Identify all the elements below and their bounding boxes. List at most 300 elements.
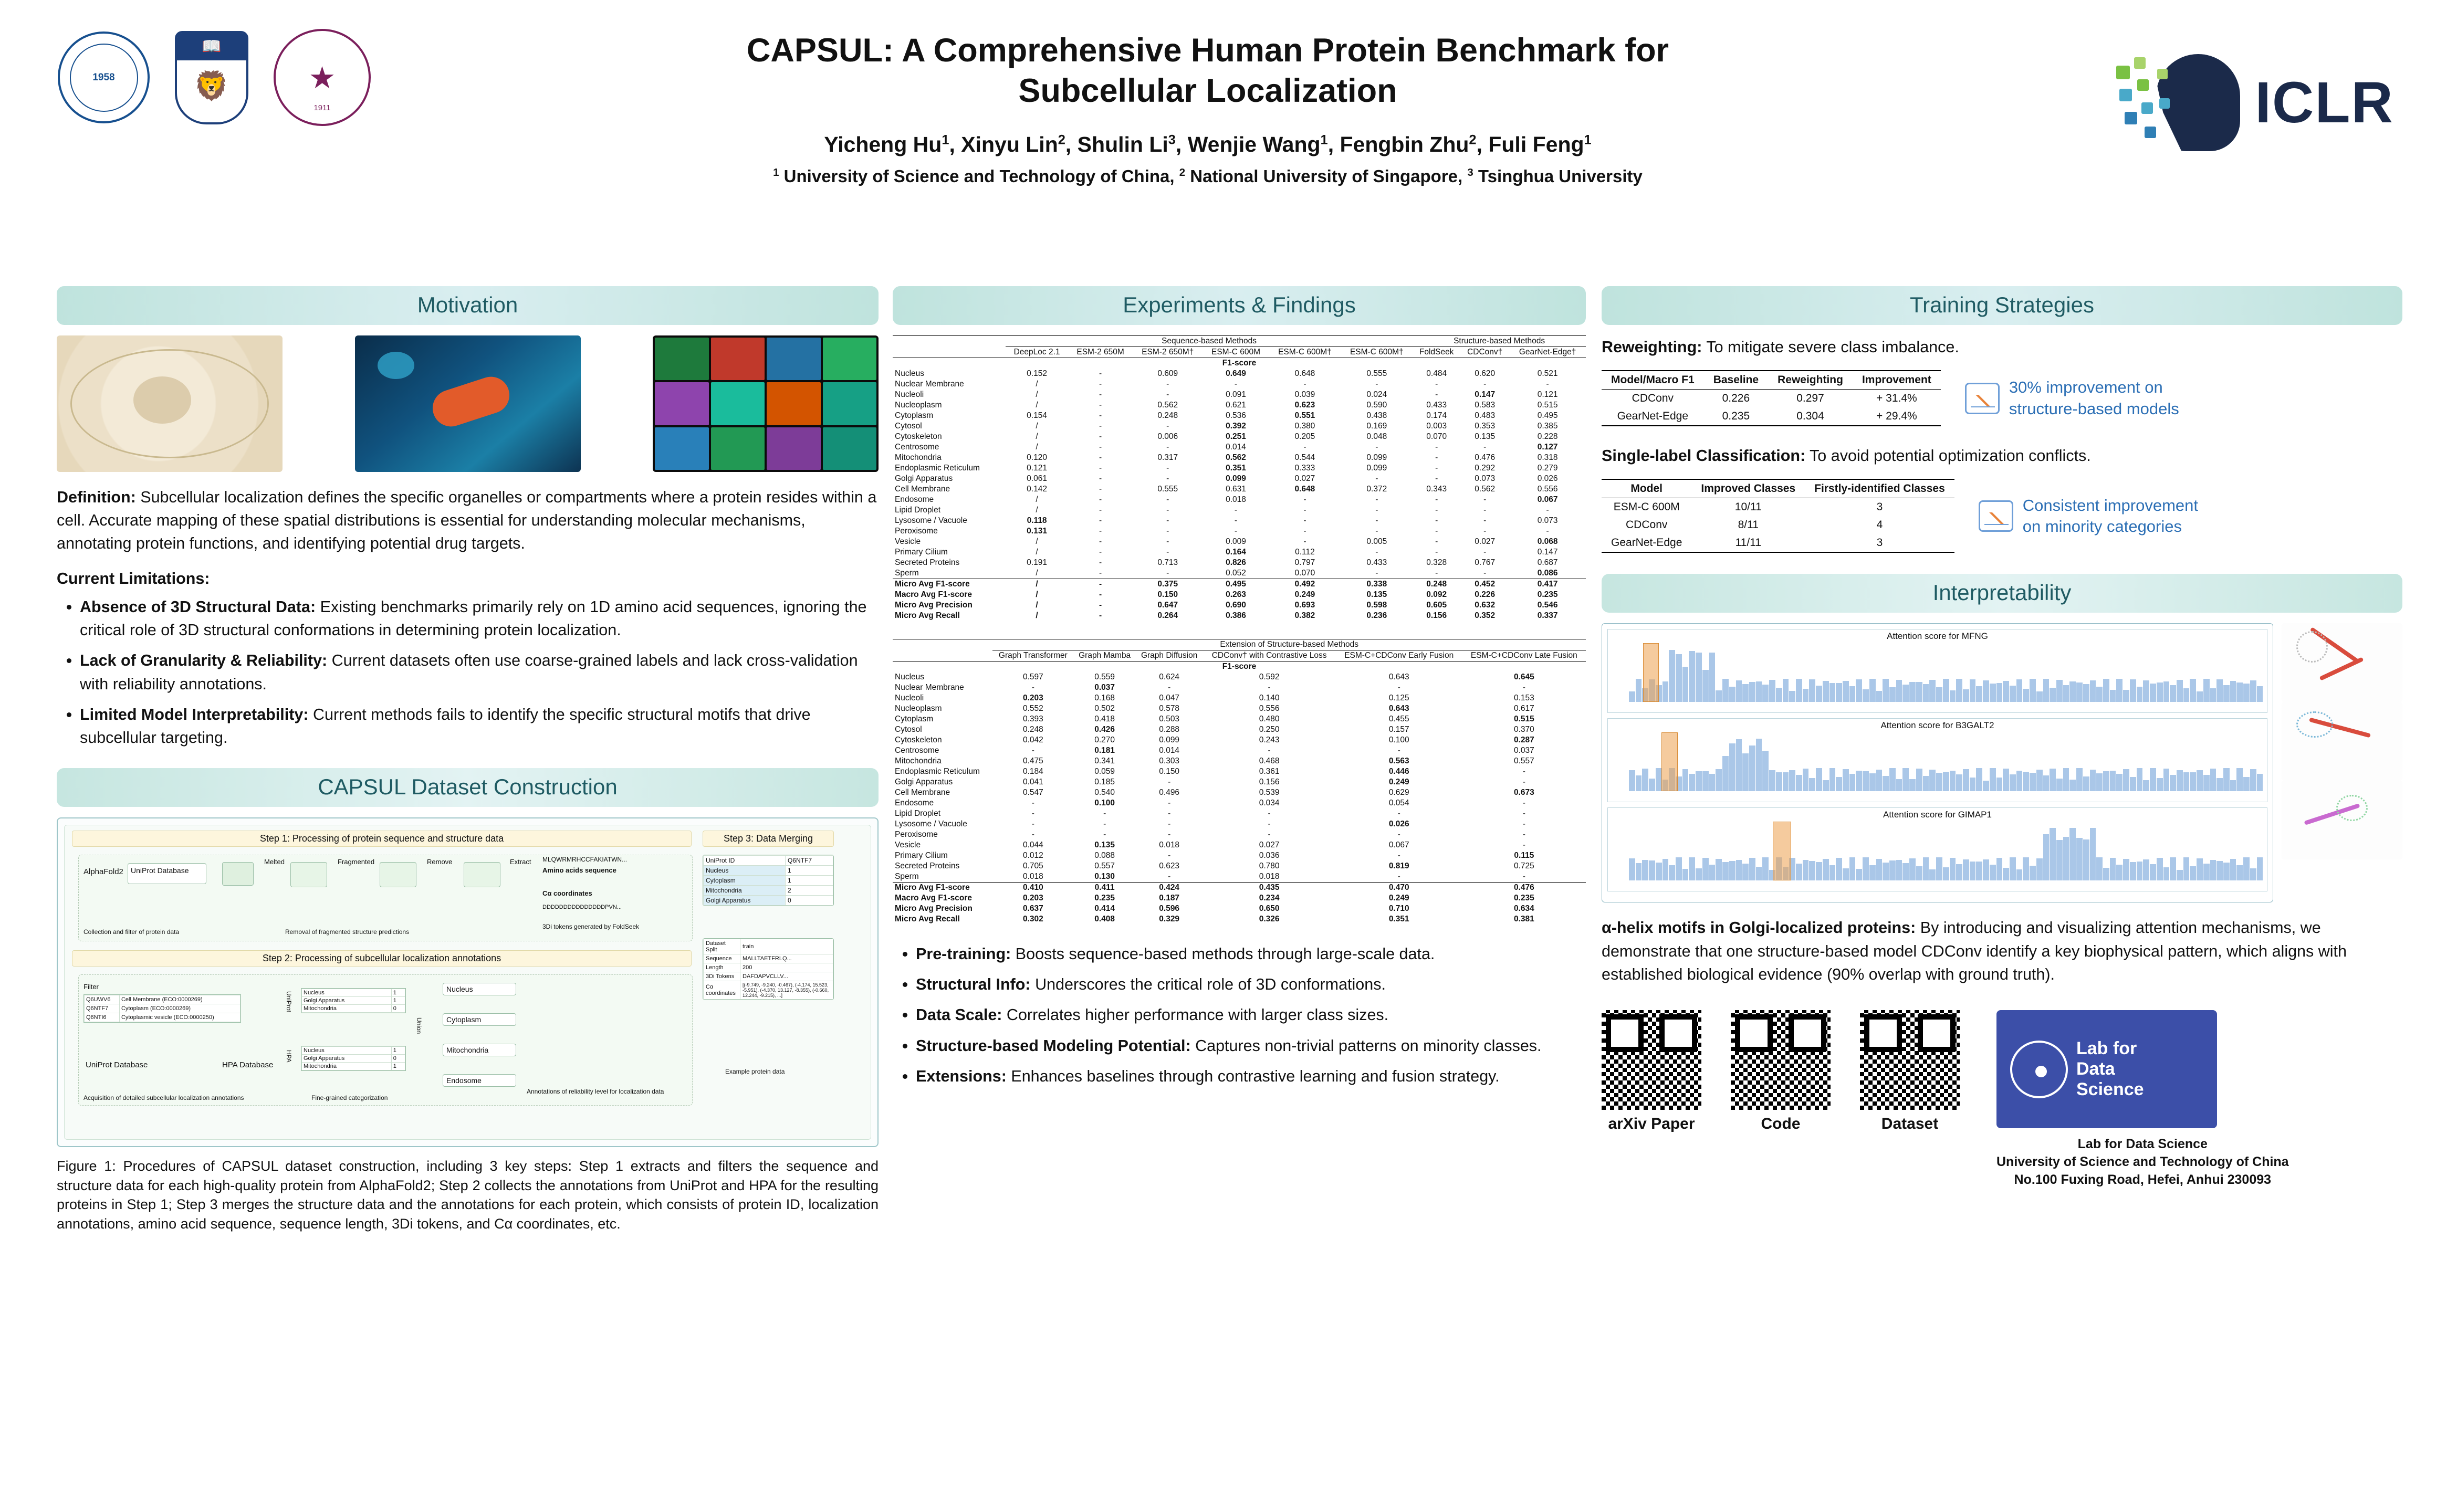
lab-logo-line2: Data: [2076, 1059, 2115, 1079]
attention-bar: [1849, 686, 1856, 702]
table-row: [893, 421, 1586, 432]
table-row: [893, 756, 1586, 766]
fragmented-label: Fragmented: [338, 858, 375, 866]
attention-bar: [1722, 679, 1729, 702]
cell: 0.054: [1388, 799, 1409, 807]
attention-bar: [2003, 681, 2009, 702]
cell: /: [1036, 611, 1038, 620]
star-icon: ★: [308, 60, 336, 95]
table-row: [893, 798, 1586, 808]
row-label: Lysosome / Vacuole: [895, 516, 967, 525]
attention-bar: [2183, 857, 2190, 880]
attention-bar: [1956, 864, 1962, 880]
cell: 0.248: [1413, 579, 1460, 590]
attention-bar: [2123, 859, 2129, 880]
row-label: Nucleoplasm: [895, 401, 942, 410]
cell: -: [1168, 830, 1171, 839]
attention-bar: [1809, 679, 1815, 702]
cell: 0.673: [1513, 788, 1534, 797]
list-item: [80, 703, 879, 749]
cell: -: [1303, 506, 1306, 514]
definition-text: Subcellular localization defines the specific organelles or compartments where a protein resides within a cell. Accurate mapping of these spatial distributions is essential for understanding molecular mechanisms, annotating protein functions, and identifying potential drug targets.: [57, 488, 877, 553]
protein-structure-thumbs: [2282, 623, 2402, 859]
interpretability-conclusion: [1602, 916, 2402, 986]
cell: -: [1268, 746, 1271, 755]
row-label: Sperm: [895, 569, 919, 578]
cell: 0.014: [1226, 443, 1246, 452]
attention-bar: [2043, 679, 2050, 702]
cell: 0.385: [1537, 422, 1558, 430]
attention-bar: [1916, 866, 1922, 880]
attention-bar: [2063, 837, 2069, 881]
attention-bar: [1729, 687, 1735, 702]
cell: -: [1435, 569, 1438, 578]
cell: 0.483: [1475, 411, 1496, 420]
cell: -: [1166, 443, 1169, 452]
cell: 0.643: [1388, 673, 1409, 681]
ca-seq: DDDDDDDDDDDDDDDPVN...: [542, 904, 622, 911]
attention-bar: [1796, 864, 1802, 880]
protein-thumb: [222, 862, 254, 886]
attention-bar: [1936, 773, 1942, 791]
chart-up-icon: [1979, 500, 2013, 532]
attention-bar: [2069, 828, 2076, 881]
cell: /: [1036, 537, 1038, 546]
cell: -: [1483, 506, 1487, 514]
column-header: CDConv† with Contrastive Loss: [1203, 650, 1336, 662]
attention-bar: [1963, 769, 1969, 792]
attention-bar: [1769, 680, 1775, 702]
cell: 0.288: [1159, 725, 1180, 734]
cell: 0.826: [1226, 558, 1246, 567]
table-row: [893, 682, 1586, 693]
ustc-logo-year: 1958: [92, 71, 115, 83]
column-header: DeepLoc 2.1: [1006, 347, 1068, 358]
table-row: [893, 568, 1586, 579]
cell: 0.557: [1513, 757, 1534, 765]
attention-bar: [2116, 679, 2123, 702]
cell: 0.372: [1366, 485, 1387, 494]
row-label: Endosome: [895, 495, 934, 504]
cell: -: [1031, 683, 1034, 692]
attention-bar: [2110, 771, 2116, 791]
row-label: Micro Avg F1-score: [893, 579, 1006, 590]
attention-bar: [1809, 861, 1815, 880]
attention-bar: [1856, 869, 1862, 881]
table-row: [893, 914, 1586, 925]
cell: 0.539: [1259, 788, 1280, 797]
attention-bar: [2243, 857, 2250, 880]
attention-bar: [2190, 679, 2196, 702]
attention-bar: [1689, 857, 1695, 881]
hpa-side-label: HPA: [285, 1050, 292, 1063]
attention-bar: [2116, 865, 2123, 881]
cell: 0.249: [1294, 590, 1315, 599]
cell: 0.036: [1259, 851, 1280, 860]
cell: 0.270: [1094, 736, 1115, 744]
table-row: [893, 390, 1586, 400]
attention-bar: [2003, 868, 2009, 881]
cell: 0.540: [1094, 788, 1115, 797]
cell: CDConv: [1632, 392, 1674, 405]
step2-caption-2: Fine-grained categorization: [311, 1094, 388, 1102]
uniprot-loc-table: Nucleus 1 Golgi Apparatus 1 Mitochondria 0: [301, 988, 406, 1013]
cell: 0.767: [1475, 558, 1496, 567]
page-title-line1: CAPSUL: A Comprehensive Human Protein Benchmark for: [746, 32, 1669, 69]
cell: 0.609: [1157, 369, 1178, 378]
cell: 0.546: [1537, 601, 1558, 610]
amino-acid-seq-label: Amino acids sequence: [542, 866, 616, 875]
single-label-label: Single-label Classification:: [1602, 447, 1806, 465]
cell: 0.047: [1159, 694, 1180, 702]
cell: 0.070: [1426, 432, 1447, 441]
attention-bar: [1889, 860, 1896, 880]
findings-list: [893, 942, 1586, 1088]
section-heading-experiments: Experiments & Findings: [893, 286, 1586, 325]
cell: -: [1166, 527, 1169, 536]
cell: 0.026: [1537, 474, 1558, 483]
attention-bar: [1902, 685, 1909, 702]
attention-bar: [2076, 768, 2083, 791]
step2-caption-3: Annotations of reliability level for localization data: [527, 1088, 664, 1096]
cell: -: [1397, 851, 1400, 860]
attention-bar: [2050, 688, 2056, 702]
list-item: [916, 942, 1586, 965]
attention-bar: [1769, 770, 1775, 792]
attention-bar: [2023, 772, 2029, 791]
cell: -: [1303, 537, 1306, 546]
attention-bar: [1816, 768, 1822, 792]
attention-bar: [2123, 690, 2129, 702]
cell: 0.100: [1094, 799, 1115, 807]
cell: 0.067: [1537, 495, 1558, 504]
table-row: [893, 600, 1586, 611]
protein-thumb: [464, 862, 500, 887]
uniprot-side-label: UniProt: [285, 991, 292, 1013]
attention-bar: [1863, 857, 1869, 880]
cell: 0.140: [1259, 694, 1280, 702]
cell: 0.361: [1259, 767, 1280, 776]
cell: 0.410: [992, 883, 1073, 894]
cell: 0.693: [1294, 601, 1315, 610]
attention-bar: [2069, 780, 2076, 792]
attention-bar: [1916, 769, 1922, 792]
cell: 0.203: [1022, 694, 1043, 702]
table-row: [893, 537, 1586, 547]
cell: 8/11: [1738, 519, 1759, 531]
row-label: Micro Avg F1-score: [893, 883, 992, 894]
single-label-text: To avoid potential optimization conflicts.: [1805, 447, 2091, 465]
column-header: Firstly-identified Classes: [1805, 479, 1954, 498]
column-header: Graph Mamba: [1073, 650, 1135, 662]
attention-charts: [1602, 623, 2273, 902]
tokens-3di-label: 3Di tokens generated by FoldSeek: [542, 923, 640, 931]
attention-bar: [1729, 861, 1735, 880]
row-label: Cytosol: [895, 422, 922, 430]
attention-bar: [1823, 859, 1829, 880]
attention-bar: [1696, 653, 1702, 702]
cell: -: [1099, 601, 1102, 610]
attention-bar: [2103, 679, 2109, 702]
cell: 0.264: [1157, 611, 1178, 620]
attention-bar: [2010, 774, 2016, 791]
cell: /: [1036, 506, 1038, 514]
cell: -: [1234, 527, 1238, 536]
attention-bar: [1856, 679, 1862, 702]
attention-bar: [1702, 771, 1709, 792]
cell: -: [1303, 380, 1306, 388]
limitation-text: Existing benchmarks primarily rely on 1D amino acid sequences, ignoring the critical role of 3D structural conformations in determining protein localization.: [80, 597, 867, 639]
attention-bar: [2143, 859, 2149, 880]
cell: 0.205: [1294, 432, 1315, 441]
cell: 0.551: [1294, 411, 1315, 420]
cell: 0.496: [1159, 788, 1180, 797]
cell: /: [1036, 548, 1038, 556]
attention-bar: [1983, 859, 1989, 881]
step3-label: Step 3: Data Merging: [703, 831, 834, 847]
attention-bar: [1742, 864, 1749, 880]
cell: 0.147: [1475, 390, 1496, 399]
attention-bar: [1676, 654, 1682, 702]
cell: 0.435: [1203, 883, 1336, 894]
qr-code-image[interactable]: [1731, 1010, 1831, 1110]
attention-bar: [2076, 682, 2083, 702]
cell: 0.631: [1226, 485, 1246, 494]
cell: -: [1522, 767, 1525, 776]
protein-thumb: [290, 862, 327, 887]
row-label: Vesicle: [895, 841, 921, 849]
cell: 0.027: [1475, 537, 1496, 546]
cell: -: [1099, 569, 1102, 578]
attention-bar: [2210, 769, 2216, 792]
cell: 0.590: [1366, 401, 1387, 410]
dataset-figure-canvas: [64, 825, 871, 1140]
attention-bar: [1869, 865, 1876, 880]
attention-bar: [2056, 680, 2063, 702]
attention-bar: [1929, 869, 1936, 880]
cell: 0.086: [1537, 569, 1558, 578]
row-label: Micro Avg Precision: [895, 601, 973, 610]
cell: 0.018: [1259, 872, 1280, 881]
cell: 0.147: [1537, 548, 1558, 556]
cell: 0.797: [1294, 558, 1315, 567]
table-row: [893, 590, 1586, 600]
row-label: Cytoplasm: [895, 715, 934, 723]
address-line3: No.100 Fuxing Road, Hefei, Anhui 230093: [2014, 1172, 2272, 1187]
attention-bar: [1689, 774, 1695, 792]
attention-bar: [1709, 774, 1716, 792]
finding-text: Underscores the critical role of 3D conformations.: [1030, 975, 1386, 994]
table-row: [893, 693, 1586, 704]
table-row: [893, 850, 1586, 861]
cell: -: [1168, 809, 1171, 818]
attention-bar: [1976, 686, 1982, 702]
finding-text: Boosts sequence-based methods through large-scale data.: [1011, 945, 1435, 963]
row-label: Lysosome / Vacuole: [895, 820, 967, 828]
attention-bar: [2210, 688, 2216, 702]
cell: 0.135: [1475, 432, 1496, 441]
cell: -: [1168, 820, 1171, 828]
cell: -: [1234, 516, 1238, 525]
cell: 0.099: [1366, 464, 1387, 472]
cell: -: [1522, 830, 1525, 839]
cell: -: [1099, 401, 1102, 410]
row-label: Mitochondria: [895, 757, 942, 765]
cell: -: [1522, 809, 1525, 818]
atom-icon: [2010, 1041, 2068, 1098]
attention-bar: [1829, 865, 1836, 881]
qr-arxiv[interactable]: [1602, 1010, 1701, 1133]
column-header: ESM-C 600M†: [1269, 347, 1341, 358]
attention-bar: [1976, 862, 1982, 880]
table-row: [1602, 390, 1941, 408]
row-label: Golgi Apparatus: [895, 474, 953, 483]
cell: 0.026: [1388, 820, 1409, 828]
finding-title: Pre-training:: [916, 945, 1011, 963]
table-row: [893, 526, 1586, 537]
cell: 0.164: [1226, 548, 1246, 556]
authors-list: Yicheng Hu$^1$, Xinyu Lin$^2$, Shulin Li$^3$, Wenjie Wang$^1$, Fengbin Zhu$^2$, Fuli Feng$^1$: [824, 132, 1592, 156]
final-endosome: Endosome: [443, 1074, 516, 1087]
cell: -: [1375, 527, 1378, 536]
column-header: Model/Macro F1: [1602, 371, 1704, 390]
cell: 0.592: [1259, 673, 1280, 681]
cell: 0.370: [1513, 725, 1534, 734]
results-table-2: [893, 639, 1586, 925]
cell: 0.067: [1388, 841, 1409, 849]
results-table-2-wrapper: [893, 639, 1586, 925]
callout-line1: Consistent improvement: [2022, 496, 2198, 514]
cell: 0.191: [1027, 558, 1047, 567]
cell: 0.135: [1366, 590, 1387, 599]
attention-bar: [2230, 859, 2236, 881]
university-logos: [58, 29, 371, 126]
cell: 0.235: [1513, 894, 1534, 902]
attention-bar: [1736, 739, 1742, 791]
cell: -: [1397, 809, 1400, 818]
cell: 0.562: [1157, 401, 1178, 410]
cell: ESM-C 600M: [1613, 501, 1680, 513]
attention-bar: [2023, 689, 2029, 702]
column-left: [57, 286, 879, 1233]
attention-bar: [2203, 679, 2210, 702]
attention-bar: [1896, 860, 1902, 880]
attention-bar: [1803, 769, 1809, 791]
table-row: [893, 904, 1586, 914]
cell: 0.027: [1259, 841, 1280, 849]
attention-bar: [2103, 868, 2109, 881]
cell: 0.131: [1027, 527, 1047, 536]
hpa-loc-table: Nucleus 1 Golgi Apparatus 0 Mitochondria 1: [301, 1046, 406, 1071]
column-header: Graph Diffusion: [1136, 650, 1203, 662]
cell: 0.248: [1022, 725, 1043, 734]
cell: 0.503: [1159, 715, 1180, 723]
attention-chart-title: Attention score for MFNG: [1887, 631, 1988, 642]
table-row: [1602, 407, 1941, 426]
row-label: Endoplasmic Reticulum: [895, 767, 980, 776]
qr-code[interactable]: [1731, 1010, 1831, 1133]
row-label: Centrosome: [895, 746, 939, 755]
cell: -: [1168, 851, 1171, 860]
attention-bar: [1996, 858, 2003, 881]
conclusion-text: By introducing and visualizing attention mechanisms, we demonstrate that one structure-based model CDConv identify a key biophysical pattern, which aligns with established biological evidence (90% overlap with ground truth).: [1602, 919, 2347, 983]
qr-code-image[interactable]: [1860, 1010, 1960, 1110]
title-block: [551, 30, 1864, 186]
cell: 0.381: [1513, 915, 1534, 923]
cell: -: [1483, 443, 1487, 452]
attention-bar: [1809, 778, 1815, 792]
iclr-mark-icon: [2114, 50, 2240, 155]
tsinghua-logo-year: 1911: [313, 103, 331, 112]
attention-bar: [1843, 868, 1849, 881]
attention-bar: [1990, 684, 1996, 702]
attention-bar: [2157, 858, 2163, 880]
cell: -: [1099, 390, 1102, 399]
attention-bar: [2223, 768, 2230, 792]
attention-bar: [1836, 777, 1842, 791]
single-label-paragraph: [1602, 444, 2402, 467]
cell: 0.562: [1475, 485, 1496, 494]
attention-bar: [2170, 685, 2176, 702]
table-row: [893, 484, 1586, 495]
row-label: Cytoskeleton: [895, 736, 942, 744]
list-item: [80, 595, 879, 642]
attention-bar: [1983, 680, 1989, 702]
cell: 0.251: [1226, 432, 1246, 441]
attention-bar: [1963, 689, 1969, 702]
seq-example: MLQWRMRHCCFAKIATWN...: [542, 856, 628, 864]
uniprot-db-box2: UniProt Database: [86, 1060, 148, 1070]
table-row: [893, 442, 1586, 453]
cell: -: [1375, 569, 1378, 578]
attention-bar: [1656, 863, 1662, 881]
cell: 0.235: [1704, 407, 1768, 426]
cell: -: [1166, 569, 1169, 578]
table-row: [893, 830, 1586, 840]
cell: 0.352: [1475, 611, 1496, 620]
attention-bar: [2137, 687, 2143, 702]
cell: 0.326: [1259, 915, 1280, 923]
column-header: FoldSeek: [1413, 347, 1460, 358]
attention-bar: [2023, 857, 2029, 880]
column-header: ESM-C+CDConv Early Fusion: [1336, 650, 1462, 662]
cell: -: [1099, 527, 1102, 536]
qr-dataset[interactable]: [1860, 1010, 1960, 1133]
row-label: Nuclear Membrane: [895, 683, 964, 692]
cell: 0.556: [1259, 704, 1280, 713]
attention-bar: [1702, 858, 1709, 881]
cell: 0.226: [1722, 392, 1750, 405]
attention-bar: [2223, 685, 2230, 702]
attention-bar: [2243, 684, 2250, 702]
cell: 0.392: [1226, 422, 1246, 430]
nus-logo-icon: [175, 31, 248, 124]
attention-bar: [2096, 687, 2103, 702]
attention-bar: [1629, 858, 1635, 881]
attention-bar: [2069, 681, 2076, 702]
attention-bar: [1729, 743, 1735, 791]
cell: 0.039: [1294, 390, 1315, 399]
qr-code-image[interactable]: [1602, 1010, 1701, 1110]
table-row: [893, 411, 1586, 421]
cell: 0.495: [1537, 411, 1558, 420]
cell: 0.333: [1294, 464, 1315, 472]
table-row: [893, 611, 1586, 621]
cell: -: [1397, 872, 1400, 881]
lab-logo-line1: Lab for: [2076, 1038, 2137, 1058]
column-header: Improvement: [1853, 371, 1941, 390]
cell: 0.121: [1537, 390, 1558, 399]
